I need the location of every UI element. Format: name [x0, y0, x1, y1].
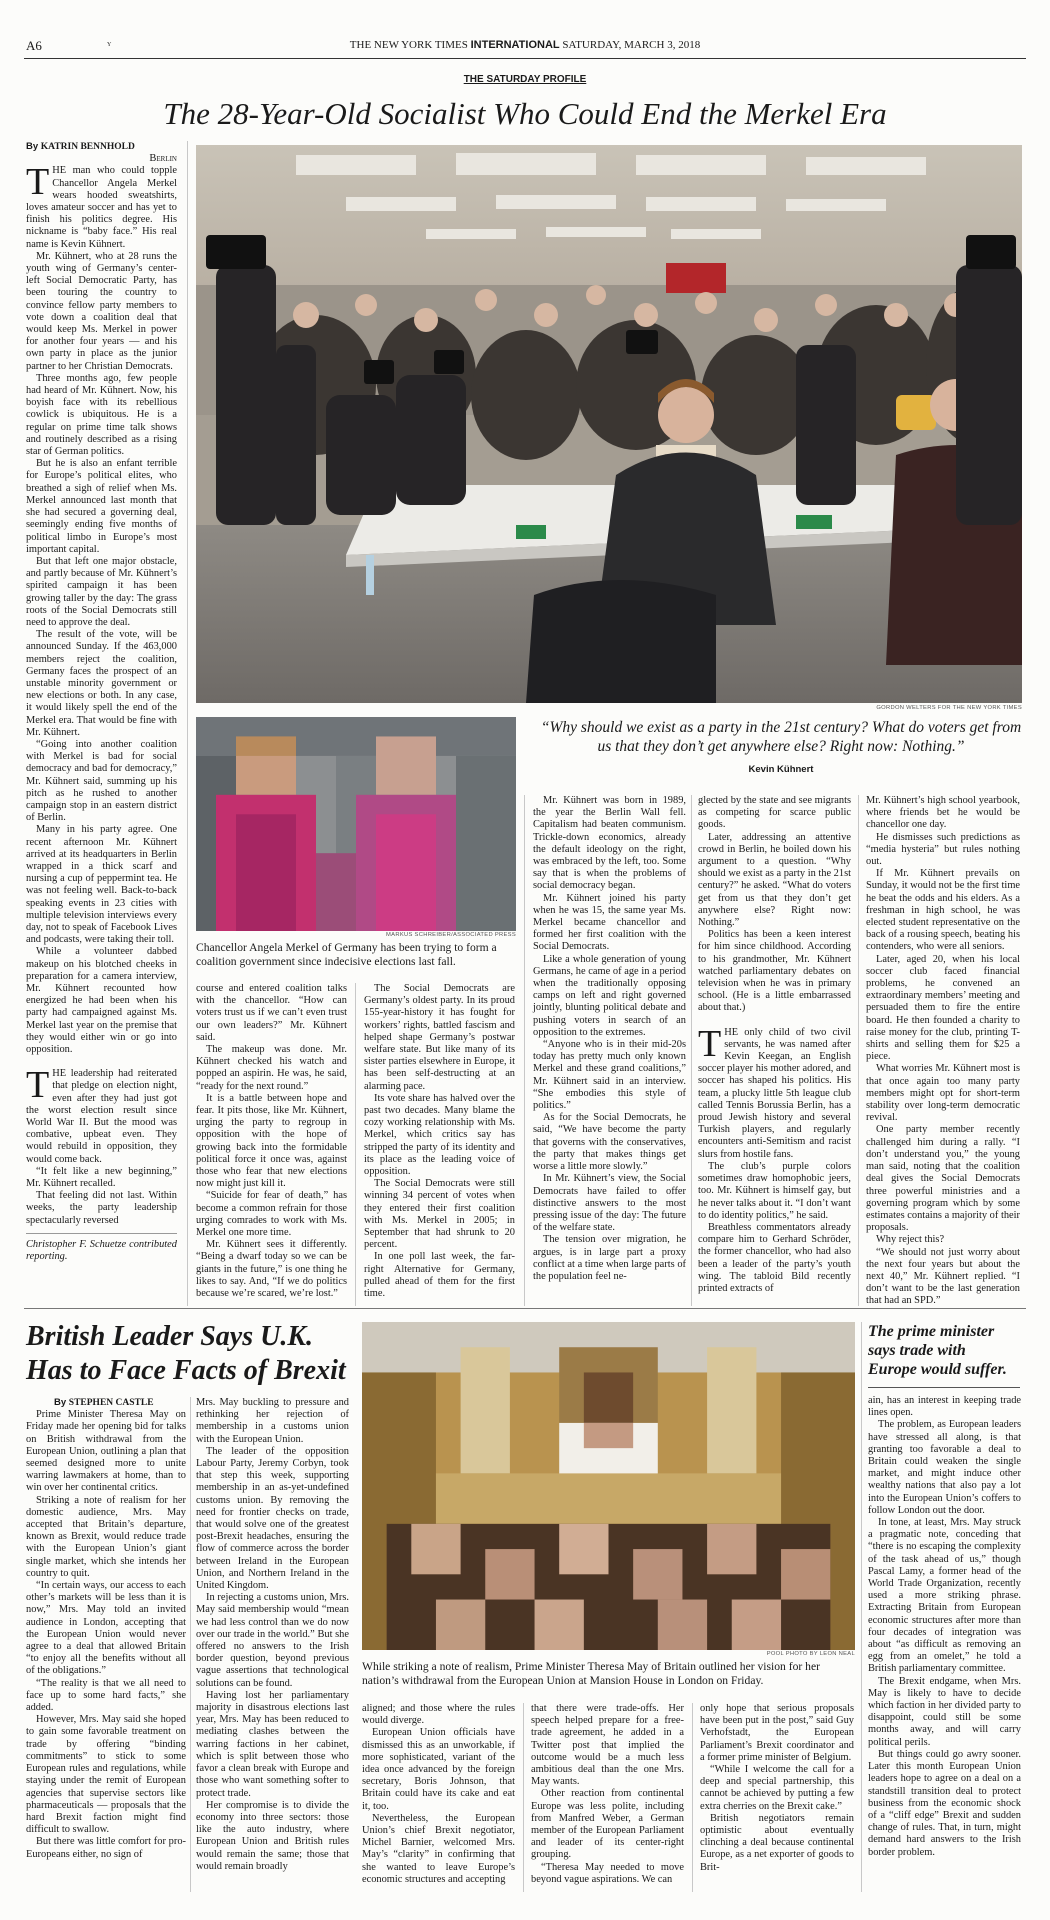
column-rule: [861, 1322, 862, 1892]
story1-paragraph: He dismisses such predictions as “media hysteria” but rules nothing out.: [866, 831, 1020, 868]
story2-paragraph: The Brexit endgame, when Mrs. May is likely to have to decide which faction in her divided party to disappoint, could still be some months away, and will carry political perils.: [868, 1675, 1021, 1748]
story1-paragraph: Mr. Kühnert was born in 1989, the year the Berlin Wall fell. Capitalism had beaten communism. Trickle-down economics, already the default ideology on the right, was embraced by the left, too. Some say that is when the problems of social democracy began.: [533, 795, 686, 892]
story1-paragraph: The tension over migration, he argues, is in large part a proxy conflict at a time when large parts of the population feel ne-: [533, 1234, 686, 1282]
story2-paragraph: that there were trade-offs. Her speech helped prepare for a free-trade agreement, he added in a Twitter post that implied the outcome would be a much less ambitious deal than the one Mrs. May wants.: [531, 1703, 684, 1788]
brexit-photo-credit: POOL PHOTO BY LEON NEAL: [766, 1651, 855, 1657]
story2-column-3: [362, 1703, 515, 1886]
brexit-photo-caption: While striking a note of realism, Prime Minister Theresa May of Britain outlined her vision for her nation’s withdrawal from the European Union at Mansion House in London on Friday.: [362, 1660, 820, 1687]
story1-paragraph: Its vote share has halved over the past two decades. Many blame the cozy working relationship with Ms. Merkel, which critics say has stripped the party of its identity and its place as the leading voice of opposition.: [364, 1092, 515, 1178]
story2-paragraph: “While I welcome the call for a deep and special partnership, this cannot be achieved by putting a few extra cherries on the Brexit cake.”: [700, 1764, 854, 1812]
story1-paragraph: As for the Social Democrats, he said, “We have become the party that governs with the conservatives, the party that makes things get worse a little more slowly.”: [533, 1112, 686, 1173]
story1-paragraph: Mr. Kühnert, who at 28 runs the youth wing of Germany’s center-left Social Democratic Party, has been touring the country to convince fellow party members to vote down a coalition deal that would keep Ms. Merkel in power for another four years — and his own party in place as the junior partner to her Christian Democrats.: [26, 250, 177, 372]
story1-paragraph: Later, aged 20, when his local soccer club faced financial problems, he convened an extraordinary members’ meeting and persuaded them to fire the entire board. He then founded a charity to raise money for the club, printing T-shirts and selling them for $25 a piece.: [866, 953, 1020, 1063]
press-room-illustration: [196, 145, 1022, 703]
contributor-note: Christopher F. Schuetze contributed reporting.: [26, 1238, 177, 1263]
story1-paragraph: The Social Democrats are Germany’s oldest party. In its proud 155-year-history it has fought for workers’ rights, battled fascism and helped shape Germany’s postwar welfare state. But like many of its sister parties elsewhere in Europe, it has been self-destructing at an alarming pace.: [364, 983, 515, 1092]
column-rule: [692, 1703, 693, 1892]
story2-paragraph: In tone, at least, Mrs. May struck a pragmatic note, conceding that “there is no escaping the complexity of the task ahead of us,” though Pascal Lamy, a former head of the World Trade Organization, recently used a more striking phrase. Extracting Britain from European economic structures after more than four decades of integration was about “as difficult as removing an egg from an omelet,” he told a British parliamentary committee.: [868, 1517, 1021, 1675]
story1-paragraph: “It felt like a new beginning,” Mr. Kühnert recalled.: [26, 1165, 177, 1190]
column-rule: [187, 141, 188, 1306]
story1-paragraph: THE leadership had reiterated that pledge on election night, even after they had just got the worst election result since World War II. But the mood was combative, upbeat even. They would rebuild in opposition, they would come back.: [26, 1064, 177, 1165]
main-photo-credit: GORDON WELTERS FOR THE NEW YORK TIMES: [876, 705, 1022, 711]
inset-photo-merkel: [196, 717, 516, 931]
story2-paragraph: only hope that serious proposals have been put in the post,” said Guy Verhofstadt, the European Parliament’s Brexit coordinator and a former prime minister of Belgium.: [700, 1703, 854, 1763]
blurred-photo: [362, 1322, 855, 1650]
issue-date: SATURDAY, MARCH 3, 2018: [562, 39, 701, 51]
story2-paragraph: British negotiators remain optimistic about eventually clinching a deal because continental Europe, as a net exporter of goods to Brit-: [700, 1812, 854, 1873]
column-rule: [523, 1703, 524, 1892]
story2-paragraph: Other reaction from continental Europe was less polite, including from Manfred Weber, a German member of the European Parliament and leader of its center-right grouping.: [531, 1788, 684, 1861]
story1-paragraph: Three months ago, few people had heard of Mr. Kühnert. Now, his boyish face with its rebellious cowlick is ubiquitous. He is a regular on prime time talk shows and routinely described as a rising star of German politics.: [26, 372, 177, 458]
story1-paragraph: Why reject this?: [876, 1234, 945, 1246]
story1-column-4: [533, 795, 686, 1283]
story1-paragraph: Mr. Kühnert sees it differently. “Being a dwarf today so we can be giants in the future,” is one thing he likes to say. And, “If we do politics because we’re scared, we’re lost.”: [196, 1239, 347, 1300]
story1-column-1: [26, 141, 177, 1263]
story1-paragraph: What worries Mr. Kühnert most is that once again too many party members might opt for short-term stability over long-term democratic revival.: [866, 1063, 1020, 1124]
story2-paragraph: The leader of the opposition Labour Party, Jeremy Corbyn, took that step this week, supporting membership in an as-yet-undefined customs union. By removing the need for frontier checks on trade, that would solve one of the greatest post-Brexit headaches, ensuring the flow of commerce across the border between Ireland in the European Union, and Northern Ireland in the United Kingdom.: [196, 1445, 349, 1592]
story1-paragraph: “Suicide for fear of death,” has become a common refrain for those urging comrades to work with Ms. Merkel one more time.: [196, 1190, 347, 1239]
story1-paragraph: That feeling did not last. Within weeks, the party leadership spectacularly reversed: [26, 1190, 177, 1226]
story1-paragraph: The makeup was done. Mr. Kühnert checked his watch and popped an aspirin. He was, he said, “ready for the next round.”: [196, 1044, 347, 1092]
column-rule: [691, 795, 692, 1306]
story1-paragraph: The club’s purple colors sometimes draw homophobic jeers, too. Mr. Kühnert is himself gay, but he never talks about it. “I don’t want to do identity politics,” he said.: [698, 1160, 851, 1221]
drop-cap: T: [698, 1022, 722, 1065]
story1-paragraph: If Mr. Kühnert prevails on Sunday, it would not be the first time he beat the odds and his elders. As a freshman in high school, he was elected student representative on the back of a rousing speech, beating his contenders, who were all seniors.: [866, 868, 1021, 953]
story1-paragraph: Mr. Kühnert’s high school yearbook, where friends bet he would be chancellor one day.: [866, 795, 1020, 831]
story1-kicker: THE SATURDAY PROFILE: [463, 74, 587, 85]
story2-paragraph: The problem, as European leaders have stressed all along, is that granting too favorable a deal to Britain could weaken the single market, and might induce other wealthy nations that also pay a lot into the European Union’s coffers to follow London out the door.: [868, 1419, 1021, 1516]
column-rule: [858, 795, 859, 1306]
story1-paragraph: “We should not just worry about the next four years but about the next 40,” Mr. Kühnert replied. “I don’t want to be the last generation that had an SPD.”: [866, 1246, 1020, 1307]
story1-paragraph: THE man who could topple Chancellor Angela Merkel wears hooded sweatshirts, loves amateur soccer and has yet to finish his politics degree. His nickname is “baby face.” His real name is Kevin Kühnert.: [26, 161, 177, 250]
story2-column-6: [868, 1395, 1021, 1859]
story1-paragraph: Many in his party agree. One recent afternoon Mr. Kühnert arrived at its headquarters in Berlin wrapped in a thick scarf and nursing a cup of peppermint tea. He was not feeling well. Back-to-back speaking events in 23 cities with multiple television interviews every day, not to speak of Facebook Lives and podcasts, were taking their toll.: [26, 824, 177, 946]
story2-column-5: [700, 1703, 854, 1874]
inset-photo-caption: Chancellor Angela Merkel of Germany has been trying to form a coalition government since indecisive elections last fall.: [196, 941, 497, 968]
story1-byline: By KATRIN BENNHOLD: [26, 141, 135, 152]
story1-dateline: Berlin: [149, 153, 177, 165]
story2-paragraph: Prime Minister Theresa May on Friday made her opening bid for talks on British withdrawal from the European Union, outlining a plan that seemed designed more to unite warring lawmakers at home, than to win over her continental critics.: [26, 1409, 186, 1494]
story1-column-2: [196, 983, 347, 1300]
story1-column-3: [364, 983, 515, 1300]
story1-column-6: [866, 795, 1020, 1308]
story1-paragraph: “Anyone who is in their mid-20s today has pretty much only known Merkel and these grand coalitions,” Mr. Kühnert said in an interview. “She embodies this style of politics.”: [533, 1039, 686, 1112]
story2-column-4: [531, 1703, 684, 1886]
story1-paragraph: But that left one major obstacle, and partly because of Mr. Kühnert’s spirited campaign it has been growing taller by the day: The grass roots of the Social Democrats still need to approve the deal.: [26, 555, 177, 628]
paper-name: THE NEW YORK TIMES: [349, 39, 468, 51]
page-number: A6: [26, 38, 42, 53]
story1-paragraph: Later, addressing an attentive crowd in Berlin, he boiled down his argument to a question. “Why should we exist as a party in the 21st century?” he asked. “What do voters get from us that they don’t get anywhere else? Right now: Nothing.”: [698, 831, 851, 929]
story1-paragraph: “Going into another coalition with Merkel is bad for social democracy and bad for democracy,” Mr. Kühnert said, summing up his pitch as he rushed to another campaign stop in an eastern district of Berlin.: [26, 738, 177, 824]
pull-quote: “Why should we exist as a party in the 21st century? What do voters get from us that they don’t get anywhere else? Right now: Nothing.”: [540, 719, 1022, 755]
story1-paragraph: In one poll last week, the far-right Alternative for Germany, pulled ahead of them for the first time.: [364, 1251, 515, 1300]
story2-paragraph: European Union officials have dismissed this as an unworkable, if more sophisticated, variant of the idea once advanced by the foreign secretary, Boris Johnson, that Britain could have its cake and eat it, too.: [362, 1727, 515, 1812]
story1-paragraph: Mr. Kühnert joined his party when he was 15, the same year Ms. Merkel became chancellor and formed her first coalition with the Social Democrats.: [533, 892, 686, 953]
story1-paragraph: Politics has been a keen interest for him since childhood. According to his grandmother, Mr. Kühnert watched parliamentary debates on television when he was in primary school. (He is a little embarrassed about that.): [698, 929, 851, 1014]
story1-paragraph: Like a whole generation of young Germans, he came of age in a period when the traditionally opposing camps on left and right governed jointly, blunting political debate and pushing voters in search of an opposition to the extremes.: [533, 953, 686, 1038]
story2-byline: By STEPHEN CASTLE: [54, 1397, 154, 1408]
story1-paragraph: Breathless commentators already compare him to Gerhard Schröder, the former chancellor, who had also been a leader of the party’s youth wing. The tabloid Bild recently printed extracts of: [698, 1221, 851, 1294]
story2-deck: The prime minister says trade with Europe would suffer.: [868, 1323, 1007, 1378]
story2-paragraph: However, Mrs. May said she hoped to gain some favorable treatment on trade by offering “binding commitments” to stick to some European rules and regulations, while staying under the remit of European agencies that supervise sectors like pharmaceuticals — proposals that the hard Brexit faction might find difficult to swallow.: [26, 1714, 186, 1836]
story1-paragraph: But he is also an enfant terrible for Europe’s political elites, who breathed a sigh of relief when Ms. Merkel announced last month that she had secured a governing deal, seemingly ending five months of political limbo in Europe’s most important capital.: [26, 458, 177, 555]
column-rule: [190, 1397, 191, 1892]
masthead-rule: [24, 58, 1026, 59]
masthead-line: [0, 39, 1050, 51]
story2-paragraph: “The reality is that we all need to face up to some hard facts,” she added.: [26, 1677, 186, 1714]
story1-paragraph: While a volunteer dabbed makeup on his blotched cheeks in preparation for a camera interview, Mr. Kühnert recounted how energized he had been when his party had campaigned against Ms. Merkel last year on the premise that they would either win or go into opposition.: [26, 946, 177, 1056]
story2-paragraph: In rejecting a customs union, Mrs. May said membership would “mean we had less control than we do now over our trade in the world.” But she offered no answers to the Irish border question, beyond previous vague assertions that technological solutions can be found.: [196, 1592, 349, 1689]
story1-paragraph: glected by the state and see migrants as competing for scarce public goods.: [698, 795, 851, 831]
page-marker: Y: [107, 42, 112, 48]
story1-paragraph: One party member recently challenged him during a rally. “I don’t understand you,” the young man said, noting that the coalition deal gives the Social Democrats three powerful ministries and a governing program which by some estimates contains a majority of their proposals.: [866, 1124, 1020, 1234]
story2-headline: British Leader Says U.K. Has to Face Facts of Brexit: [26, 1321, 346, 1386]
story-separator: [24, 1308, 1026, 1309]
story2-column-2: [196, 1397, 349, 1873]
pull-quote-attribution: Kevin Kühnert: [748, 764, 814, 775]
story2-paragraph: “In certain ways, our access to each other’s markets will be less than it is now,” Mrs. May told an invited audience in London, accepting that the European Union would never agree to a deal that allowed Britain “to enjoy all the benefits without all of the obligations.”: [26, 1580, 186, 1677]
story2-paragraph: Mrs. May buckling to pressure and rethinking her rejection of membership in a customs union with the European Union.: [196, 1397, 349, 1445]
story1-paragraph: In Mr. Kühnert’s view, the Social Democrats have failed to offer distinctive answers to the most pressing issue of the day: The future of the welfare state.: [533, 1173, 686, 1234]
story1-paragraph: The Social Democrats were still winning 34 percent of votes when they entered their first coalition with Ms. Merkel in 2005; in September that had shrunk to 20 percent.: [364, 1178, 515, 1251]
story2-paragraph: Having lost her parliamentary majority in disastrous elections last year, Mrs. May has been reduced to mediating clashes between the warring factions in her cabinet, which is split between those who favor a clean break with Europe and those who want something softer to protect trade.: [196, 1689, 349, 1799]
story2-paragraph: Striking a note of realism for her domestic audience, Mrs. May accepted that Britain’s departure, known as Brexit, would reduce trade with the European Union’s giant single market, which she intends her country to quit.: [26, 1494, 186, 1579]
edition-name: INTERNATIONAL: [470, 39, 560, 51]
main-photo-press-conference: [196, 145, 1022, 703]
deck-rule: [868, 1387, 1020, 1388]
drop-cap: T: [26, 1064, 50, 1107]
brexit-speech-photo: [362, 1322, 855, 1650]
story1-headline: The 28-Year-Old Socialist Who Could End the Merkel Era: [163, 96, 887, 131]
story1-column-5: [698, 795, 851, 1295]
story1-paragraph: It is a battle between hope and fear. It pits those, like Mr. Kühnert, urging the party to regroup in opposition with the hope of growing back into the formidable political force it once was, against those who fear that new elections now might just kill it.: [196, 1092, 347, 1190]
story2-paragraph: But things could go awry sooner. Later this month European Union leaders hope to agree on a deal on a standstill transition deal to protect business from the economic shock of a “cliff edge” Brexit and sudden change of rules. That, in turn, might demand hard answers to the Irish border problem.: [868, 1748, 1021, 1858]
column-rule: [355, 983, 356, 1306]
column-rule: [524, 795, 525, 1306]
story2-paragraph: Her compromise is to divide the economy into three sectors: those like the auto industry, where European Union and British rules would remain the same; those that would remain broadly: [196, 1799, 349, 1872]
story2-column-1: [26, 1397, 186, 1861]
story2-paragraph: But there was little comfort for pro-Europeans either, no sign of: [26, 1836, 186, 1860]
story2-paragraph: ain, has an interest in keeping trade lines open.: [868, 1395, 1021, 1419]
story1-paragraph: course and entered coalition talks with the chancellor. “How can voters trust us if we can’t even trust our own leaders?” Mr. Kühnert said.: [196, 983, 347, 1043]
story2-paragraph: Nevertheless, the European Union’s chief Brexit negotiator, Michel Barnier, welcomed Mrs. May’s “clarity” in confirming that she wanted to leave Europe’s economic structures and accepting: [362, 1812, 515, 1885]
drop-cap: T: [26, 161, 50, 204]
inset-photo-credit: MARKUS SCHREIBER/ASSOCIATED PRESS: [386, 932, 516, 938]
blurred-photo: [196, 717, 516, 931]
story1-paragraph: THE only child of two civil servants, he was named after Kevin Keegan, an English soccer player his mother adored, and soccer has shaped his politics. His team, a plucky little 5th league club called Tennis Borussia Berlin, has a proud Jewish history and several Turkish players, and regularly encounters anti-Semitism and racist slurs from hostile fans.: [698, 1022, 851, 1160]
story1-paragraph: The result of the vote, will be announced Sunday. If the 463,000 members reject the coalition, Germany faces the prospect of an unstable minority government or new elections or both. In any case, it would likely spell the end of the Merkel era. That would be fine with Mr. Kühnert.: [26, 629, 177, 738]
story2-paragraph: “Theresa May needed to move beyond vague aspirations. We can: [531, 1861, 684, 1885]
story2-paragraph: aligned; and those where the rules would diverge.: [362, 1703, 515, 1727]
